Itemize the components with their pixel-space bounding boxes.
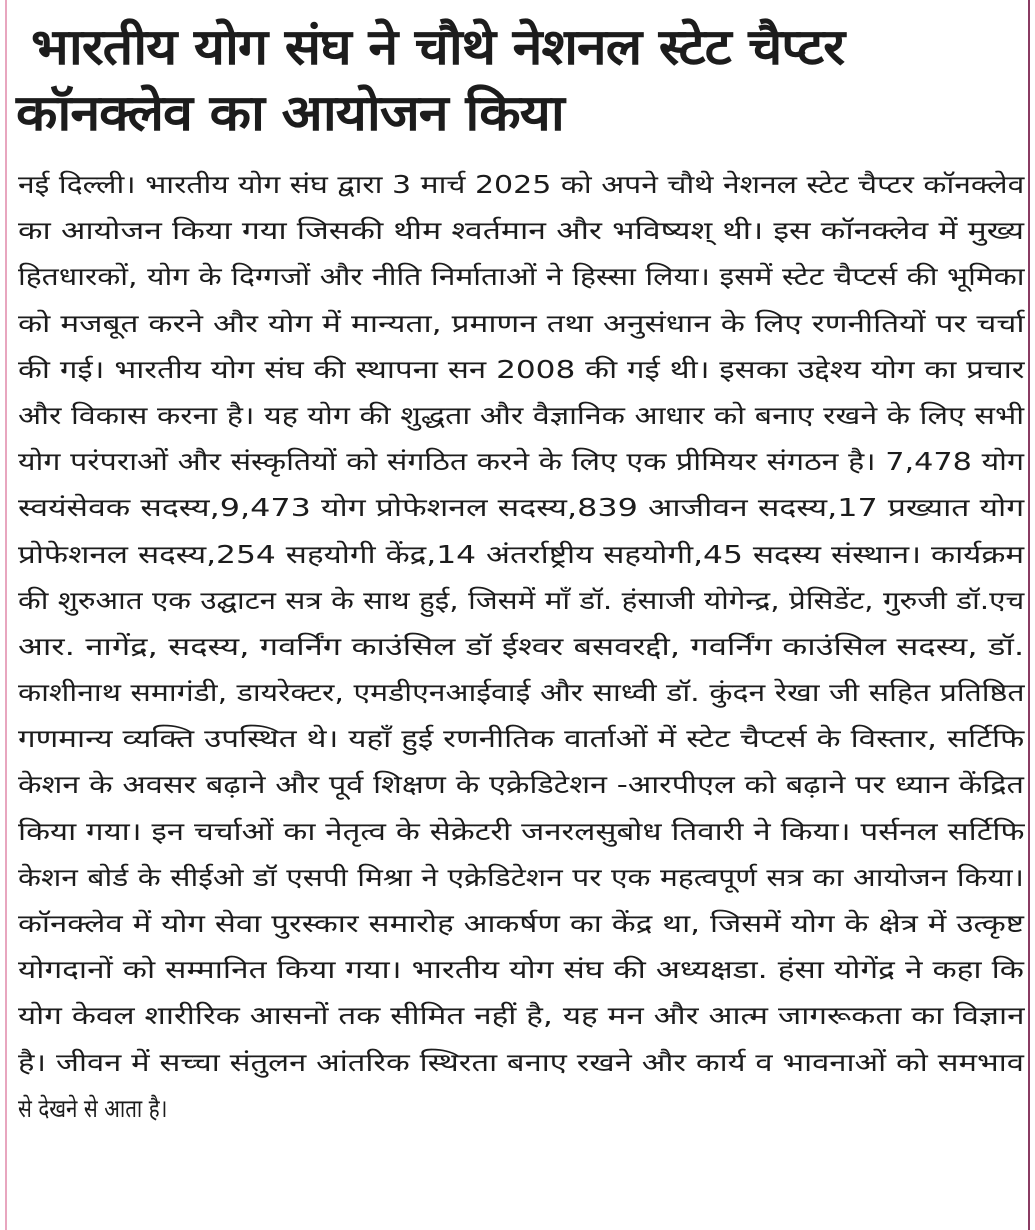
- body-text-line: नई दिल्ली। भारतीय योग संघ द्वारा 3 मार्च 2025 को अपने चौथे नेशनल स्टेट चैप्टर कॉनक्लेव: [18, 170, 1025, 199]
- body-text-line: की शुरुआत एक उद्घाटन सत्र के साथ हुई, जिसमें माँ डॉ. हंसाजी योगेन्द्र, प्रेसिडेंट, गुरुजी डॉ.एच: [18, 585, 1025, 615]
- body-text-line: कॉनक्लेव में योग सेवा पुरस्कार समारोह आकर्षण का केंद्र था, जिसमें योग के क्षेत्र में उत्कृष्ट: [18, 909, 1024, 938]
- body-text-line: स्वयंसेवक सदस्य,9,473 योग प्रोफेशनल सदस्य,839 आजीवन सदस्य,17 प्रख्यात योग: [18, 493, 1025, 523]
- body-text-line: है। जीवन में सच्चा संतुलन आंतरिक स्थिरता बनाए रखने और कार्य व भावनाओं को समभाव: [18, 1047, 1024, 1077]
- article-headline: [16, 14, 1016, 146]
- body-text-line: की गई। भारतीय योग संघ की स्थापना सन 2008 की गई थी। इसका उद्देश्य योग का प्रचार: [18, 354, 1025, 384]
- body-text-line: से देखने से आता है।: [18, 1093, 168, 1123]
- body-text-line: योग परंपराओं और संस्कृतियों को संगठित करने के लिए एक प्रीमियर संगठन है। 7,478 योग: [18, 447, 1024, 477]
- body-text-line: किया गया। इन चर्चाओं का नेतृत्व के सेक्रेटरी जनरलसुबोध तिवारी ने किया। पर्सनल सर्टिफि: [18, 816, 1025, 846]
- clipping-right-border: [1028, 0, 1030, 1230]
- body-text-line: काशीनाथ समागंडी, डायरेक्टर, एमडीएनआईवाई और साध्वी डॉ. कुंदन रेखा जी सहित प्रतिष्ठित: [18, 678, 1025, 708]
- body-text-line: केशन के अवसर बढ़ाने और पूर्व शिक्षण के एक्रेडिटेशन -आरपीएल को बढ़ाने पर ध्यान केंद्रित: [18, 770, 1024, 800]
- body-text-line: योग केवल शारीरिक आसनों तक सीमित नहीं है, यह मन और आत्म जागरूकता का विज्ञान: [18, 1001, 1025, 1031]
- clipping-left-border: [5, 0, 7, 1230]
- headline-line-2: कॉनक्लेव का आयोजन किया: [16, 84, 564, 142]
- article-body: [18, 162, 1024, 1132]
- body-text-line: का आयोजन किया गया जिसकी थीम श्वर्तमान और भविष्यश् थी। इस कॉनक्लेव में मुख्य: [18, 216, 1024, 246]
- body-text-line: आर. नागेंद्र, सदस्य, गवर्निंग काउंसिल डॉ ईश्वर बसवरद्दी, गवर्निंग काउंसिल सदस्य, डॉ.: [18, 631, 1025, 661]
- body-text-line: गणमान्य व्यक्ति उपस्थित थे। यहाँ हुई रणनीतिक वार्ताओं में स्टेट चैप्टर्स के विस्तार, सर्टिफि: [18, 724, 1025, 754]
- headline-line-1: भारतीय योग संघ ने चौथे नेशनल स्टेट चैप्टर: [31, 18, 844, 76]
- body-text-line: प्रोफेशनल सदस्य,254 सहयोगी केंद्र,14 अंतर्राष्ट्रीय सहयोगी,45 सदस्य संस्थान। कार्यक्रम: [18, 539, 1025, 569]
- body-text-line: और विकास करना है। यह योग की शुद्धता और वैज्ञानिक आधार को बनाए रखने के लिए सभी: [18, 400, 1025, 430]
- body-text-line: योगदानों को सम्मानित किया गया। भारतीय योग संघ की अध्यक्षडा. हंसा योगेंद्र ने कहा कि: [18, 955, 1024, 985]
- body-text-line: केशन बोर्ड के सीईओ डॉ एसपी मिश्रा ने एक्रेडिटेशन पर एक महत्वपूर्ण सत्र का आयोजन किया।: [18, 862, 1024, 892]
- body-text-line: को मजबूत करने और योग में मान्यता, प्रमाणन तथा अनुसंधान के लिए रणनीतियों पर चर्चा: [18, 308, 1025, 338]
- body-text-line: हितधारकों, योग के दिग्गजों और नीति निर्माताओं ने हिस्सा लिया। इसमें स्टेट चैप्टर्स की भूमिका: [18, 262, 1025, 292]
